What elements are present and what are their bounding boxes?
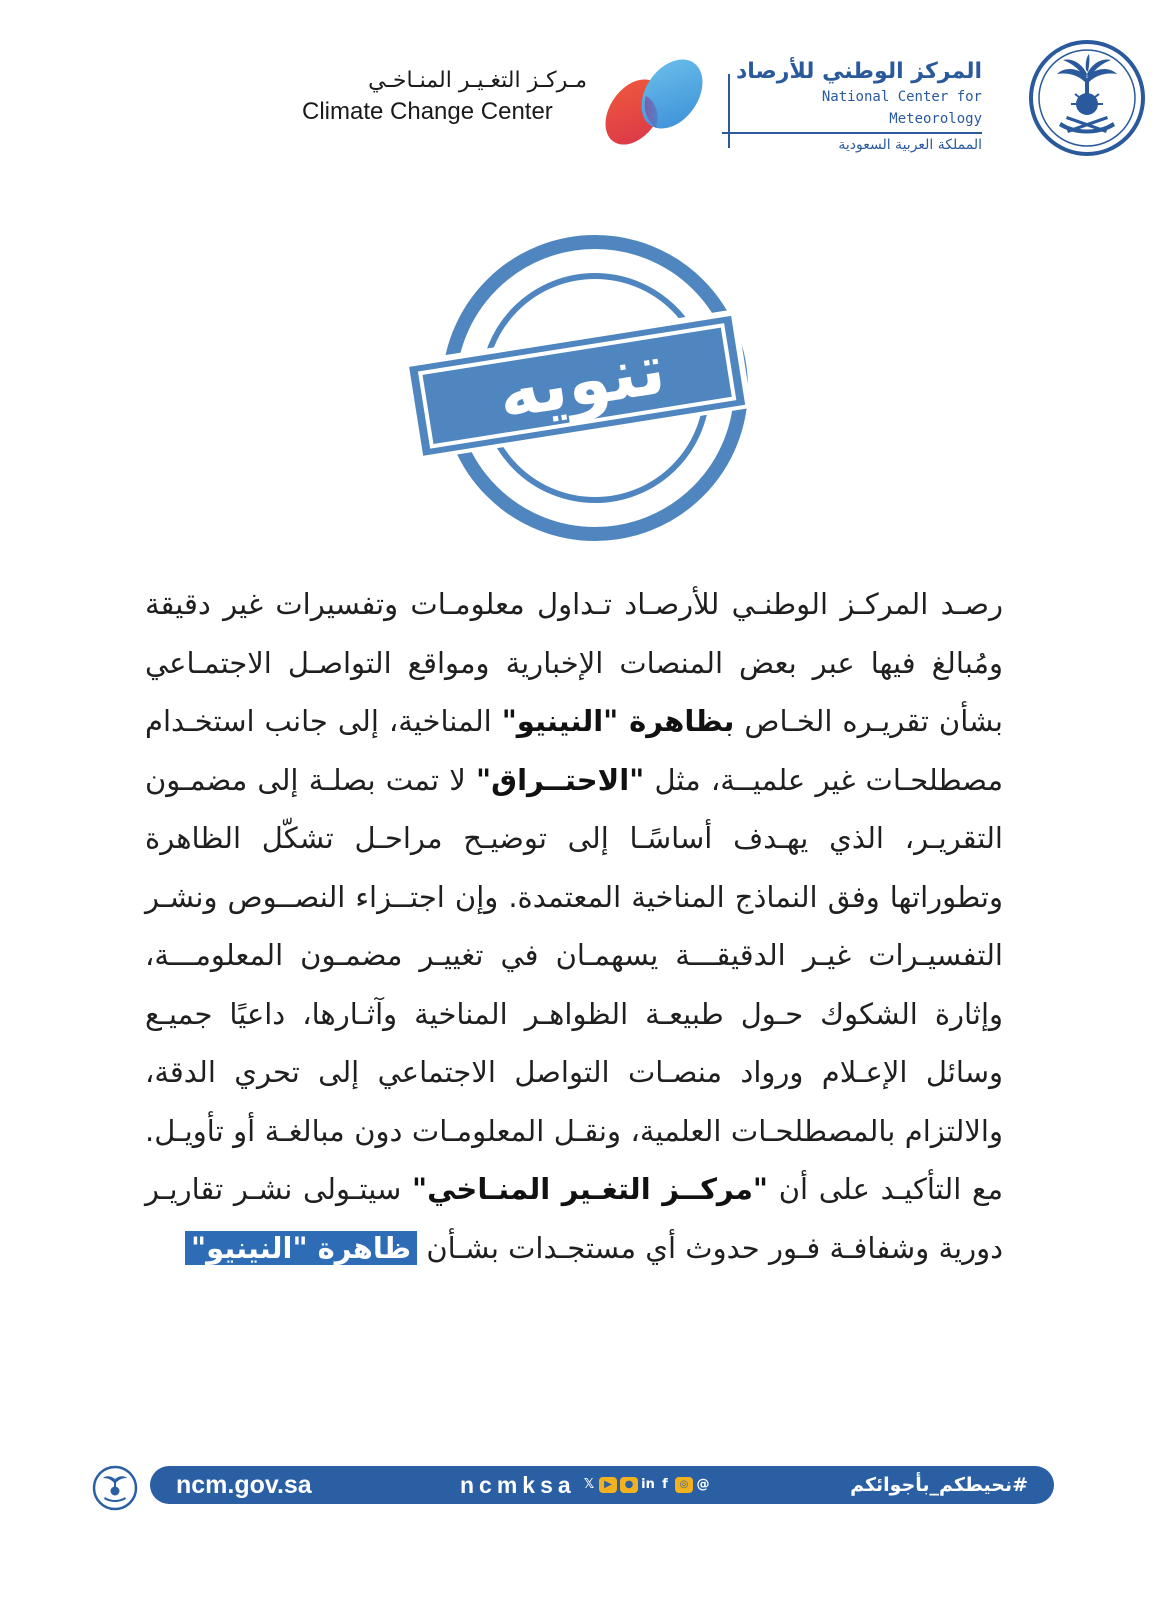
x-icon[interactable]: 𝕏 (583, 1477, 595, 1492)
header (0, 30, 1167, 170)
stamp-label: تنويه (492, 327, 671, 435)
term-el-nino: بظاهرة "النينيو" (501, 704, 735, 738)
youtube-icon[interactable]: ▶ (599, 1477, 617, 1493)
term-combustion: "الاحتــراق" (476, 762, 645, 797)
snapchat-icon[interactable]: ● (620, 1477, 638, 1493)
facebook-icon[interactable]: f (662, 1477, 668, 1492)
ncm-emblem-logo (1027, 38, 1147, 158)
linkedin-icon[interactable]: in (641, 1477, 655, 1492)
header-divider (728, 74, 730, 148)
body-text-2: المناخية، إلى جانب استخـدام مصطلحـات غير علميــة، مثل (145, 704, 1003, 797)
social-handle: ncmksa (460, 1472, 576, 1498)
social-icons (582, 1475, 710, 1495)
ccc-name-arabic: مـركـز التغـيـر المنـاخـي (368, 68, 587, 93)
footer-hashtag: #نحيطكم_بأجوائكم (850, 1474, 1028, 1496)
term-climate-change-center: "مركــز التغـير المنـاخي" (411, 1172, 769, 1206)
ncm-name-arabic: المركز الوطني للأرصاد (735, 59, 982, 84)
threads-icon[interactable]: @ (696, 1477, 710, 1492)
ccc-name-english: Climate Change Center (302, 98, 553, 125)
website-link[interactable]: ncm.gov.sa (176, 1471, 312, 1499)
notice-stamp (400, 233, 790, 543)
instagram-icon[interactable]: ◎ (675, 1477, 693, 1493)
ncm-name-english: National Center for Meteorology (722, 86, 982, 134)
notice-body (145, 575, 1003, 1277)
highlight-el-nino: ظاهرة "النينيو" (185, 1231, 417, 1265)
body-text-1: رصـد المركـز الوطنـي للأرصـاد تـداول معلومـات وتفسيرات غير دقيقة ومُبالغ فيها عبر بعض المنصات الإخبارية ومواقع التواصـل الاجتمـاعي بشأن تقريـره الخـاص (145, 587, 1003, 738)
ccc-name-block (302, 66, 587, 128)
ccc-logo-mark (600, 50, 710, 160)
ncm-name-block (722, 58, 982, 156)
body-text-4: سيتـولى نشـر تقاريـر دورية وشفافـة فـور حدوث أي مستجـدات بشـأن (145, 1172, 1003, 1265)
footer-bar (150, 1466, 1054, 1504)
footer-emblem-icon (92, 1465, 138, 1511)
ncm-country-arabic: المملكة العربية السعودية (838, 137, 982, 153)
body-text-3: لا تمت بصلـة إلى مضمـون التقريـر، الذي يهـدف أساسًـا إلى توضيـح مراحـل تشكّل الظاهرة وتطوراتها وفق النماذج المناخية المعتمدة. وإن اجتــزاء النصــوص ونشـر التفسيـرات غيـر الدقيقـــة يسهمـان في تغييـر مضمـون المعلومـــة، وإثارة الشكوك حـول طبيعـة الظواهـر المناخية وآثـارها، داعيًا جميـع وسائل الإعـلام ورواد منصـات التواصل الاجتماعي إلى تحري الدقة، والالتزام بالمصطلحـات العلمية، ونقـل المعلومـات دون مبالغـة أو تأويـل. مع التأكيـد على أن (145, 762, 1003, 1206)
